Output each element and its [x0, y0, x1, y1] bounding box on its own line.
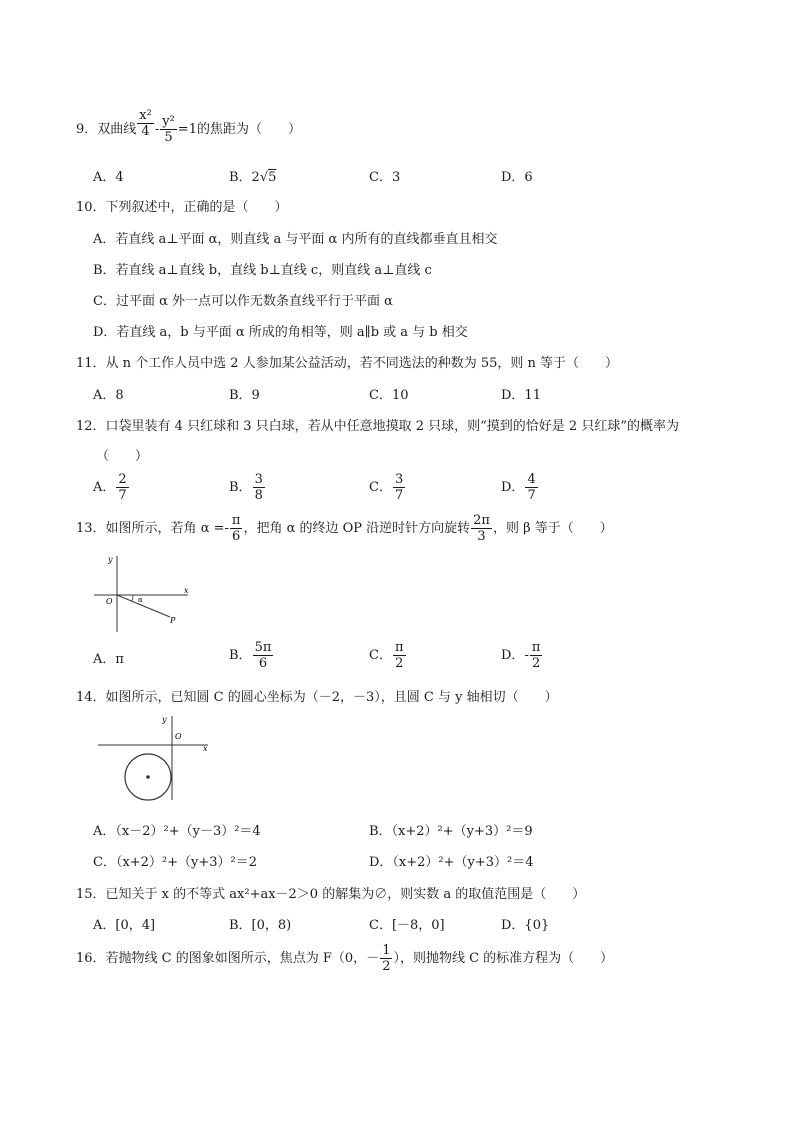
q13-option-c[interactable]: C． $\frac{\pi}{2}$ — [369, 640, 404, 671]
fig-label-x: x — [203, 744, 208, 753]
question-10: 10．下列叙述中，正确的是（ ） — [76, 200, 288, 215]
q9-option-d[interactable]: D．6 — [501, 170, 533, 185]
q11-option-c[interactable]: C．10 — [369, 388, 409, 403]
sqrt-icon: √ — [259, 170, 269, 185]
q14-option-c[interactable]: C．（x+2）²+（y+3）²＝2 — [93, 855, 258, 870]
q13-option-a[interactable]: A．π — [93, 652, 124, 667]
fig-label-alpha: α — [138, 596, 143, 604]
question-12: 12．口袋里装有 4 只红球和 3 只白球，若从中任意地摸取 2 只球，则“摸到的恰好是 2 只红球”的概率为 — [76, 419, 679, 434]
q11-option-b[interactable]: B．9 — [229, 388, 260, 403]
q9-option-c[interactable]: C．3 — [369, 170, 401, 185]
q15-option-b[interactable]: B．[0，8) — [229, 918, 292, 933]
q13-figure — [86, 550, 196, 640]
fig-label-x: x — [184, 586, 189, 595]
q11-option-a[interactable]: A．8 — [93, 388, 124, 403]
q9-option-b[interactable]: B．2√5 — [229, 170, 277, 185]
q15-option-c[interactable]: C．[－8，0] — [369, 918, 445, 933]
question-13: 13．如图所示，若角 α =- $\frac{\pi}{6}$ ，把角 α 的终边 OP 沿逆时针方向旋转 $\frac{2\pi}{3}$ ，则 β 等于（ ） — [76, 513, 613, 544]
q12-paren: （ ） — [96, 449, 149, 464]
question-16: 16．若抛物线 C 的图象如图所示，焦点为 F（0，－ $\frac{1}{2}$ ），则抛物线 C 的标准方程为（ ） — [76, 943, 614, 974]
q12-option-b[interactable]: B． $\frac{3}{8}$ — [229, 472, 263, 503]
fig-label-y: y — [162, 715, 167, 724]
question-11: 11．从 n 个工作人员中选 2 人参加某公益活动，若不同选法的种数为 55，则 n 等于（ ） — [76, 356, 619, 371]
question-14: 14．如图所示，已知圆 C 的圆心坐标为（－2，－3），且圆 C 与 y 轴相切（ ） — [76, 690, 558, 705]
q15-option-a[interactable]: A．[0，4] — [93, 918, 156, 933]
q14-option-b[interactable]: B．（x+2）²+（y+3）²＝9 — [369, 824, 533, 839]
fig-label-o: O — [106, 597, 113, 606]
q12-option-d[interactable]: D． $\frac{4}{7}$ — [501, 472, 536, 503]
fig-label-y: y — [108, 555, 113, 564]
q9-prefix: 9．双曲线 — [76, 122, 137, 137]
question-15: 15．已知关于 x 的不等式 ax²+ax－2＞0 的解集为∅，则实数 a 的取值范围是（ ） — [76, 887, 586, 902]
q10-option-a[interactable]: A．若直线 a⊥平面 α，则直线 a 与平面 α 内所有的直线都垂直且相交 — [93, 232, 498, 247]
q11-option-d[interactable]: D．11 — [501, 388, 541, 403]
fig-label-p: P — [170, 616, 176, 625]
question-9: 9．双曲线 $\frac{\text{x²}}{4}$ - $\frac{\text{y²}}{5}$ =1的焦距为（ ） — [76, 108, 301, 145]
q12-option-c[interactable]: C． $\frac{3}{7}$ — [369, 472, 404, 503]
q14-option-a[interactable]: A．（x－2）²+（y－3）²＝4 — [93, 824, 261, 839]
fig-label-o: O — [175, 732, 182, 741]
q13-option-b[interactable]: B． $\frac{5\pi}{6}$ — [229, 640, 272, 671]
circle-center — [146, 775, 150, 779]
q9-option-a[interactable]: A．4 — [93, 170, 124, 185]
angle-arc — [132, 595, 133, 601]
q10-option-c[interactable]: C．过平面 α 外一点可以作无数条直线平行于平面 α — [93, 294, 393, 309]
q12-option-a[interactable]: A． $\frac{2}{7}$ — [93, 472, 127, 503]
q13-option-d[interactable]: D．- $\frac{\pi}{2}$ — [501, 640, 541, 671]
q10-option-b[interactable]: B．若直线 a⊥直线 b，直线 b⊥直线 c，则直线 a⊥直线 c — [93, 263, 432, 278]
q15-option-d[interactable]: D．{0} — [501, 918, 550, 933]
q10-option-d[interactable]: D．若直线 a，b 与平面 α 所成的角相等，则 a∥b 或 a 与 b 相交 — [93, 325, 468, 340]
terminal-side-op — [117, 595, 170, 617]
q14-figure — [90, 710, 220, 805]
q14-option-d[interactable]: D．（x+2）²+（y+3）²＝4 — [369, 855, 534, 870]
q9-frac-x: $\frac{\text{x²}}{4}$ — [139, 108, 152, 139]
q9-frac-y: $\frac{\text{y²}}{5}$ — [162, 114, 175, 145]
